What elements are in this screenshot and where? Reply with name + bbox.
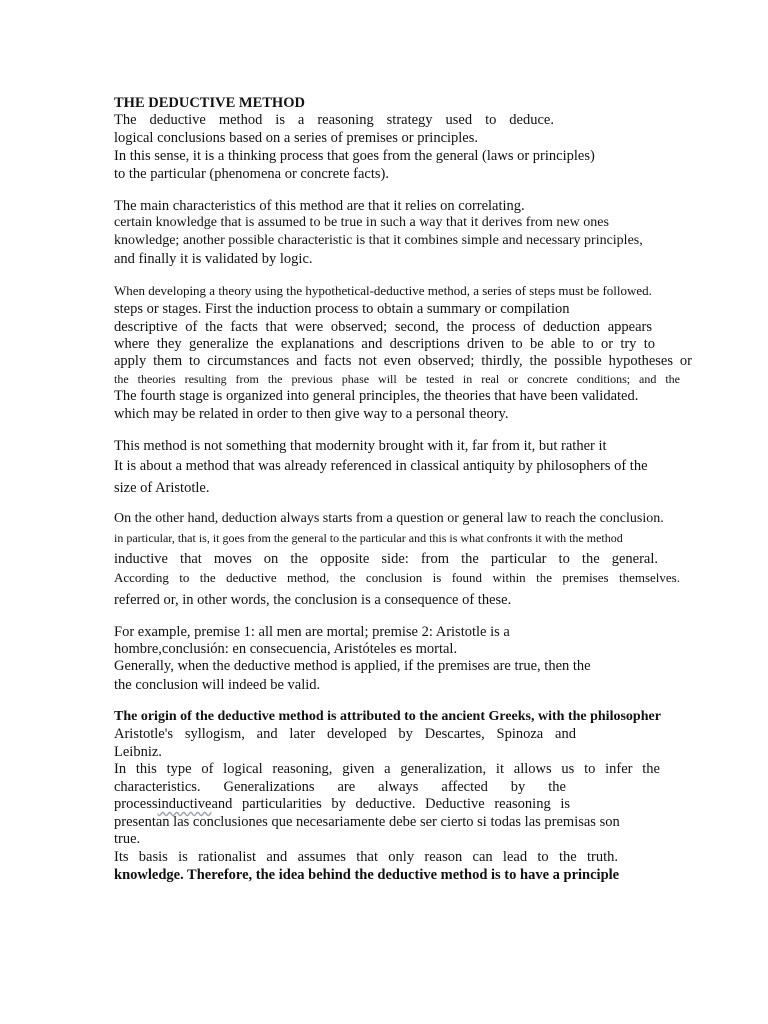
- paragraph-2-line-3: knowledge; another possible characteristic is that it combines simple and necessary principles,: [114, 233, 643, 248]
- paragraph-7-line-6-part-a: process: [114, 796, 158, 812]
- paragraph-7-line-5: characteristics. Generalizations are always affected by the: [114, 779, 566, 795]
- paragraph-6-line-4: the conclusion will indeed be valid.: [114, 677, 321, 693]
- paragraph-2-line-1: The main characteristics of this method are that it relies on correlating.: [114, 198, 525, 214]
- paragraph-7-line-6: [114, 795, 570, 813]
- paragraph-7-line-6-inductive: inductive: [157, 796, 212, 812]
- paragraph-5-line-5: referred or, in other words, the conclusion is a consequence of these.: [114, 592, 512, 608]
- paragraph-5-line-3: inductive that moves on the opposite side: from the particular to the general.: [114, 551, 658, 567]
- paragraph-2-line-4: and finally it is validated by logic.: [114, 251, 313, 267]
- paragraph-4-line-3: size of Aristotle.: [114, 480, 210, 496]
- paragraph-7-bold-line: The origin of the deductive method is attributed to the ancient Greeks, with the philosopher: [114, 709, 661, 724]
- paragraph-1-line-1: The deductive method is a reasoning strategy used to deduce.: [114, 112, 554, 128]
- paragraph-3-line-3: descriptive of the facts that were observed; second, the process of deduction appears: [114, 319, 652, 335]
- paragraph-7-line-9: Its basis is rationalist and assumes that only reason can lead to the truth.: [114, 849, 618, 865]
- paragraph-6-line-2: hombre,conclusión: en consecuencia, Aristóteles es mortal.: [114, 641, 458, 657]
- paragraph-7-line-3: Leibniz.: [114, 744, 162, 760]
- paragraph-5-line-4: According to the deductive method, the conclusion is found within the premises themselves.: [114, 570, 680, 585]
- paragraph-7-line-7: presentan las conclusiones que necesariamente debe ser cierto si todas las premisas son: [114, 814, 620, 830]
- paragraph-3-line-4: where they generalize the explanations and descriptions driven to be able to or try to: [114, 336, 655, 352]
- paragraph-5-line-2: in particular, that is, it goes from the general to the particular and this is what confronts it with the method: [114, 531, 623, 545]
- document-title: THE DEDUCTIVE METHOD: [114, 95, 305, 111]
- paragraph-7-line-8: true.: [114, 831, 141, 847]
- paragraph-2-line-2: certain knowledge that is assumed to be true in such a way that it derives from new ones: [114, 215, 609, 230]
- paragraph-7-line-6-part-c: and particularities by deductive. Deductive reasoning is: [211, 796, 570, 812]
- paragraph-7-line-2: Aristotle's syllogism, and later developed by Descartes, Spinoza and: [114, 726, 576, 742]
- paragraph-3-line-7: The fourth stage is organized into general principles, the theories that have been validated.: [114, 388, 639, 404]
- paragraph-4-line-1: This method is not something that modernity brought with it, far from it, but rather it: [114, 438, 607, 454]
- paragraph-1-line-2: logical conclusions based on a series of premises or principles.: [114, 130, 479, 146]
- paragraph-4-line-2: It is about a method that was already referenced in classical antiquity by philosophers of the: [114, 458, 648, 474]
- paragraph-5-line-1: On the other hand, deduction always starts from a question or general law to reach the conclusion.: [114, 511, 664, 526]
- paragraph-7-bold-last-line: knowledge. Therefore, the idea behind the deductive method is to have a principle: [114, 867, 620, 883]
- paragraph-6-line-1: For example, premise 1: all men are mortal; premise 2: Aristotle is a: [114, 624, 510, 640]
- paragraph-1-line-4: to the particular (phenomena or concrete facts).: [114, 166, 389, 182]
- paragraph-3-line-6: the theories resulting from the previous phase will be tested in real or concrete conditions; and the: [114, 372, 680, 386]
- paragraph-3-line-8: which may be related in order to then give way to a personal theory.: [114, 406, 509, 422]
- paragraph-3-line-5: apply them to circumstances and facts not even observed; thirdly, the possible hypotheses or: [114, 353, 692, 369]
- paragraph-7-line-4: In this type of logical reasoning, given a generalization, it allows us to infer the: [114, 761, 660, 777]
- paragraph-3-line-1: When developing a theory using the hypothetical-deductive method, a series of steps must be followed.: [114, 283, 652, 298]
- paragraph-3-line-2: steps or stages. First the induction process to obtain a summary or compilation: [114, 301, 570, 317]
- paragraph-6-line-3: Generally, when the deductive method is applied, if the premises are true, then the: [114, 658, 591, 674]
- paragraph-1-line-3: In this sense, it is a thinking process that goes from the general (laws or principles): [114, 148, 595, 164]
